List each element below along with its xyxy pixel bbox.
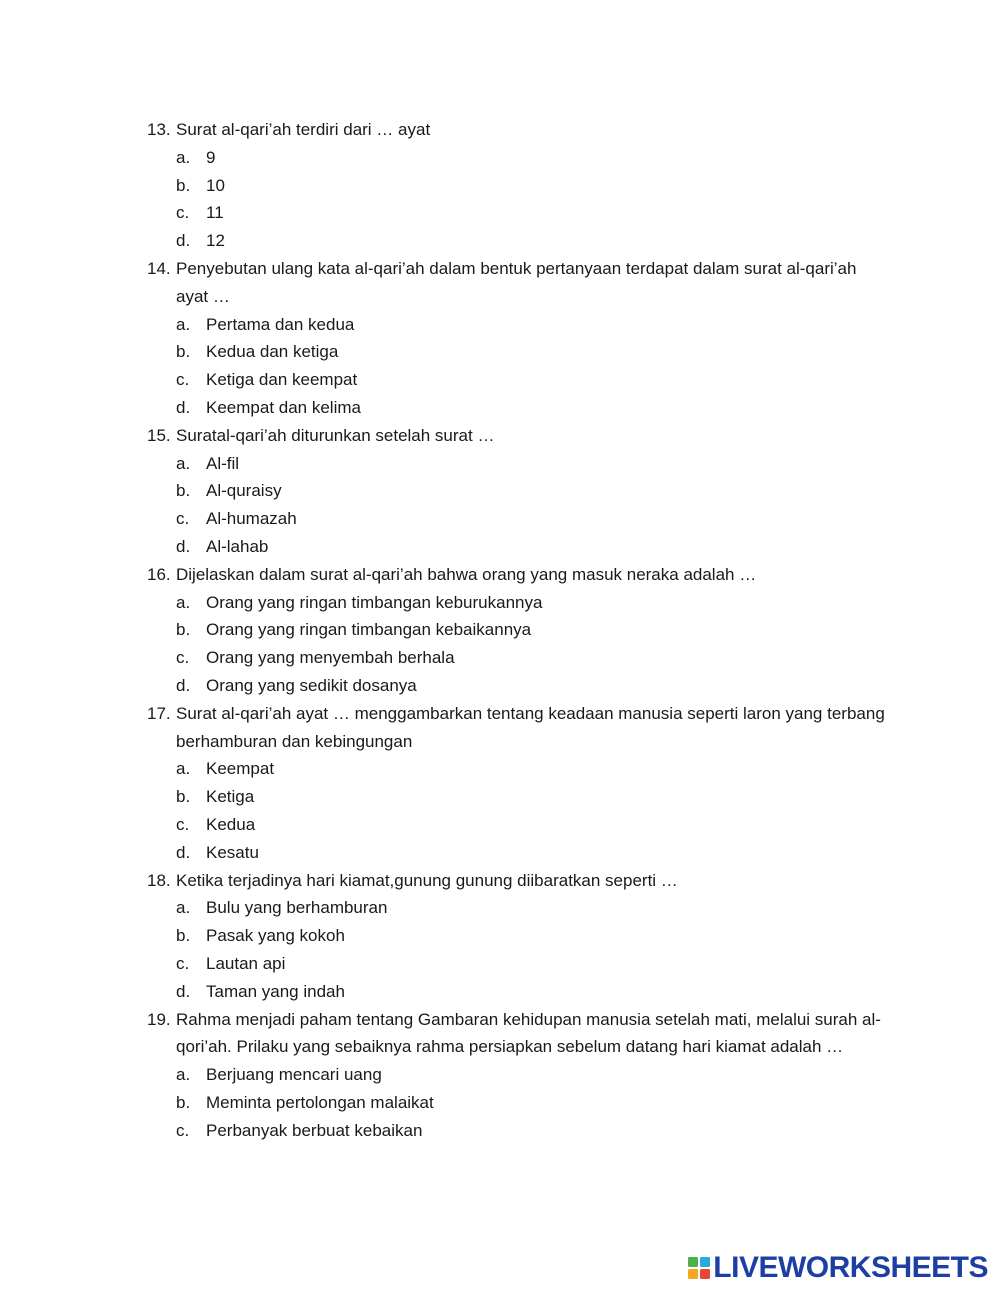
option-text: Pertama dan kedua [206, 314, 355, 334]
option-letter: a. [176, 1065, 191, 1085]
answer-option [147, 1117, 887, 1145]
answer-options [147, 589, 887, 700]
question-text: Surat al-qari’ah terdiri dari … ayat [176, 120, 431, 139]
answer-option [147, 922, 887, 950]
answer-option [147, 311, 887, 339]
question [147, 116, 887, 255]
answer-options [147, 894, 887, 1005]
question [147, 700, 887, 867]
question [147, 255, 887, 422]
option-text: Kedua dan ketiga [206, 342, 339, 362]
question-number: 18. [147, 870, 171, 890]
question-text: Surat al-qari’ah ayat … menggambarkan tentang keadaan manusia seperti laron yang terbang berhamburan dan kebingungan [176, 703, 885, 751]
answer-option [147, 1089, 887, 1117]
option-text: Al-quraisy [206, 481, 282, 501]
option-text: Berjuang mencari uang [206, 1065, 382, 1085]
question-row [147, 700, 887, 756]
option-letter: d. [176, 842, 191, 862]
option-text: 10 [206, 175, 225, 195]
option-letter: c. [176, 814, 190, 834]
question-number: 14. [147, 258, 171, 278]
option-text: Kesatu [206, 842, 259, 862]
option-letter: c. [176, 509, 190, 529]
answer-option [147, 950, 887, 978]
option-text: Perbanyak berbuat kebaikan [206, 1120, 423, 1140]
option-text: Lautan api [206, 953, 286, 973]
question-row [147, 561, 887, 589]
answer-option [147, 477, 887, 505]
option-text: Al-fil [206, 453, 240, 473]
question [147, 422, 887, 561]
option-text: Orang yang ringan timbangan kebaikannya [206, 620, 532, 640]
question-number: 16. [147, 564, 171, 584]
answer-option [147, 755, 887, 783]
answer-options [147, 144, 887, 255]
answer-option [147, 227, 887, 255]
answer-option [147, 505, 887, 533]
option-letter: d. [176, 981, 191, 1001]
option-text: Meminta pertolongan malaikat [206, 1092, 434, 1112]
answer-option [147, 450, 887, 478]
option-text: Orang yang ringan timbangan keburukannya [206, 592, 543, 612]
question-text: Ketika terjadinya hari kiamat,gunung gunung diibaratkan seperti … [176, 870, 678, 890]
question-number: 17. [147, 703, 171, 723]
question-row [147, 422, 887, 450]
question-row [147, 116, 887, 144]
option-letter: b. [176, 175, 191, 195]
question-number: 13. [147, 120, 171, 139]
option-text: Keempat dan kelima [206, 397, 361, 417]
option-letter: b. [176, 926, 191, 946]
answer-option [147, 1061, 887, 1089]
option-text: Keempat [206, 759, 275, 779]
option-text: 12 [206, 231, 225, 251]
option-text: 11 [206, 203, 224, 223]
answer-options [147, 755, 887, 866]
question-number: 15. [147, 425, 171, 445]
answer-option [147, 839, 887, 867]
answer-option [147, 783, 887, 811]
answer-option [147, 366, 887, 394]
option-text: Al-humazah [206, 509, 297, 529]
answer-option [147, 894, 887, 922]
option-text: Pasak yang kokoh [206, 926, 345, 946]
option-text: Al-lahab [206, 536, 269, 556]
option-letter: c. [176, 1120, 190, 1140]
question-row [147, 867, 887, 895]
question [147, 561, 887, 700]
option-letter: c. [176, 953, 190, 973]
answer-option [147, 589, 887, 617]
liveworksheets-brand [688, 1251, 988, 1284]
answer-option [147, 172, 887, 200]
answer-option [147, 811, 887, 839]
liveworksheets-logo-icon [688, 1257, 710, 1279]
worksheet [147, 116, 887, 1144]
option-letter: d. [176, 675, 191, 695]
question-row [147, 255, 887, 311]
option-letter: a. [176, 592, 191, 612]
question-number: 19. [147, 1009, 171, 1029]
brand-name: LIVEWORKSHEETS [713, 1251, 988, 1284]
option-text: 9 [206, 147, 216, 167]
option-letter: c. [176, 203, 190, 223]
option-letter: b. [176, 787, 191, 807]
option-letter: d. [176, 536, 191, 556]
answer-option [147, 978, 887, 1006]
question [147, 867, 887, 1006]
option-text: Orang yang menyembah berhala [206, 648, 455, 668]
option-text: Orang yang sedikit dosanya [206, 675, 417, 695]
answer-option [147, 144, 887, 172]
answer-option [147, 672, 887, 700]
option-letter: b. [176, 620, 191, 640]
question-text: Penyebutan ulang kata al-qari’ah dalam bentuk pertanyaan terdapat dalam surat al-qari’ah ayat … [176, 258, 857, 306]
option-text: Ketiga [206, 787, 255, 807]
question-text: Rahma menjadi paham tentang Gambaran kehidupan manusia setelah mati, melalui surah al-qori’ah. Prilaku yang sebaiknya rahma persiapkan sebelum datang hari kiamat adalah … [176, 1009, 881, 1057]
option-letter: a. [176, 453, 191, 473]
option-letter: d. [176, 397, 191, 417]
option-letter: a. [176, 147, 191, 167]
answer-option [147, 394, 887, 422]
answer-option [147, 616, 887, 644]
option-text: Kedua [206, 814, 256, 834]
option-text: Bulu yang berhamburan [206, 898, 388, 918]
option-letter: a. [176, 898, 191, 918]
option-letter: a. [176, 759, 191, 779]
option-letter: c. [176, 648, 190, 668]
option-letter: d. [176, 231, 191, 251]
option-letter: b. [176, 481, 191, 501]
answer-options [147, 450, 887, 561]
option-text: Ketiga dan keempat [206, 370, 358, 390]
answer-options [147, 1061, 887, 1144]
answer-option [147, 533, 887, 561]
answer-option [147, 644, 887, 672]
question-text: Dijelaskan dalam surat al-qari’ah bahwa orang yang masuk neraka adalah … [176, 564, 757, 584]
option-letter: b. [176, 342, 191, 362]
option-letter: a. [176, 314, 191, 334]
answer-options [147, 311, 887, 422]
question-row [147, 1006, 887, 1062]
option-text: Taman yang indah [206, 981, 345, 1001]
option-letter: b. [176, 1092, 191, 1112]
question-text: Suratal-qari’ah diturunkan setelah surat … [176, 425, 495, 445]
option-letter: c. [176, 370, 190, 390]
answer-option [147, 199, 887, 227]
answer-option [147, 338, 887, 366]
question [147, 1006, 887, 1145]
